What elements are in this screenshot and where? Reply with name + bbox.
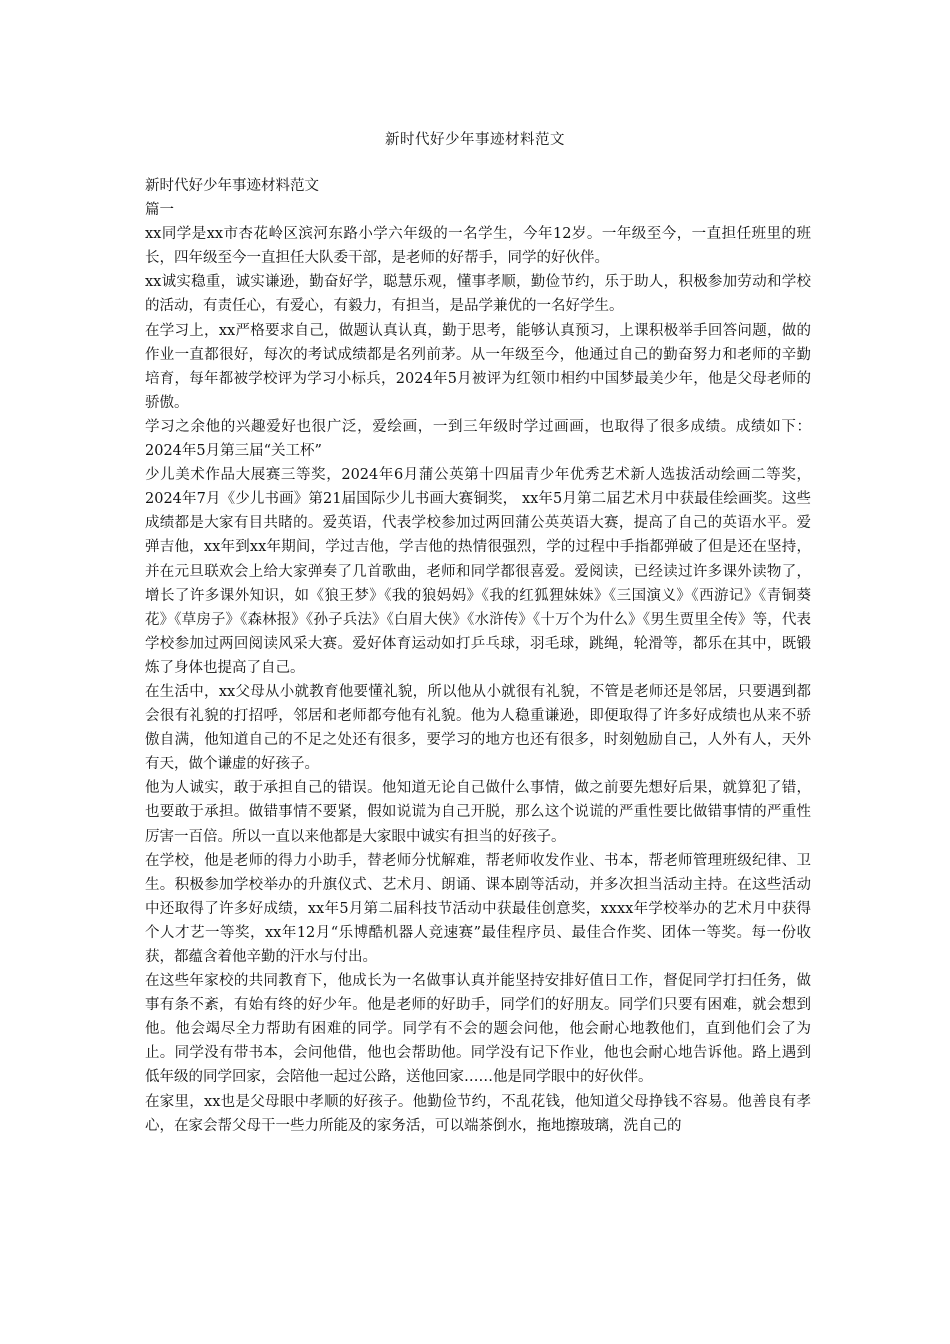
paragraph: 学习之余他的兴趣爱好也很广泛，爱绘画，一到三年级时学过画画，也取得了很多成绩。成绩如下：2024年5月第三届“关工杯” [145, 418, 811, 460]
document-body [145, 174, 811, 1138]
paragraph: 在家里，xx也是父母眼中孝顺的好孩子。他勤俭节约，不乱花钱，他知道父母挣钱不容易。他善良有孝心，在家会帮父母干一些力所能及的家务活，可以端茶倒水，拖地擦玻璃，洗自己的 [145, 1093, 811, 1134]
paragraph: 在这些年家校的共同教育下，他成长为一名做事认真并能坚持安排好值日工作，督促同学打扫任务，做事有条不紊，有始有终的好少年。他是老师的好助手，同学们的好朋友。同学们只要有困难，就会想到他。他会竭尽全力帮助有困难的同学。同学有不会的题会问他，他会耐心地教他们，直到他们会了为止。同学没有带书本，会问他借，他也会帮助他。同学没有记下作业，他也会耐心地告诉他。路上遇到低年级的同学回家，会陪他一起过公路，送他回家……他是同学眼中的好伙伴。 [145, 973, 811, 1086]
paragraph: 少儿美术作品大展赛三等奖，2024年6月蒲公英第十四届青少年优秀艺术新人选拔活动绘画二等奖， 2024年7月《少儿书画》第21届国际少儿书画大赛铜奖， xx年5月第二届艺术月中获最佳绘画奖。这些成绩都是大家有目共睹的。爱英语，代表学校参加过两回蒲公英英语大赛，提高了自己的英语水平。爱弹吉他，xx年到xx年期间，学过吉他，学吉他的热情很强烈，学的过程中手指都弹破了但是还在坚持，并在元旦联欢会上给大家弹奏了几首歌曲，老师和同学都很喜爱。爱阅读，已经读过许多课外读物了，增长了许多课外知识，如《狼王梦》《我的狼妈妈》《我的红狐狸妹妹》《三国演义》《西游记》《青铜葵花》《草房子》《森林报》《孙子兵法》《白眉大侠》《水浒传》《十万个为什么》《男生贾里全传》等，代表学校参加过两回阅读风采大赛。爱好体育运动如打乒乓球，羽毛球，跳绳，轮滑等，都乐在其中，既锻炼了身体也提高了自己。 [145, 467, 811, 676]
paragraph: 在生活中，xx父母从小就教育他要懂礼貌，所以他从小就很有礼貌，不管是老师还是邻居，只要遇到都会很有礼貌的打招呼，邻居和老师都夸他有礼貌。他为人稳重谦逊，即便取得了许多好成绩也从来不骄傲自满，他知道自己的不足之处还有很多，要学习的地方也还有很多，时刻勉励自己，人外有人，天外有天，做个谦虚的好孩子。 [145, 683, 811, 773]
paragraph: xx同学是xx市杏花岭区滨河东路小学六年级的一名学生，今年12岁。一年级至今，一直担任班里的班长，四年级至今一直担任大队委干部，是老师的好帮手，同学的好伙伴。 [145, 226, 811, 267]
paragraph: 在学校，他是老师的得力小助手，替老师分忧解难，帮老师收发作业、书本，帮老师管理班级纪律、卫生。积极参加学校举办的升旗仪式、艺术月、朗诵、课本剧等活动，并多次担当活动主持。在这些活动中还取得了许多好成绩，xx年5月第二届科技节活动中获最佳创意奖，xxxx年学校举办的艺术月中获得个人才艺一等奖，xx年12月“乐博酷机器人竞速赛”最佳程序员、最佳合作奖、团体一等奖。每一份收获，都蕴含着他辛勤的汗水与付出。 [145, 852, 811, 965]
page-title: 新时代好少年事迹材料范文 [385, 132, 565, 148]
section-label: 篇一 [145, 202, 174, 219]
paragraph: 他为人诚实，敢于承担自己的错误。他知道无论自己做什么事情，做之前要先想好后果，就算犯了错，也要敢于承担。做错事情不要紧，假如说谎为自己开脱，那么这个说谎的严重性要比做错事情的严重性厉害一百倍。所以一直以来他都是大家眼中诚实有担当的好孩子。 [145, 780, 811, 845]
document-subtitle: 新时代好少年事迹材料范文 [145, 178, 319, 194]
paragraph: 在学习上，xx严格要求自己，做题认真认真，勤于思考，能够认真预习，上课积极举手回答问题，做的作业一直都很好，每次的考试成绩都是名列前茅。从一年级至今，他通过自己的勤奋努力和老师的辛勤培育，每年都被学校评为学习小标兵，2024年5月被评为红领巾相约中国梦最美少年，他是父母老师的骄傲。 [145, 322, 811, 411]
paragraph: xx诚实稳重，诚实谦逊，勤奋好学，聪慧乐观，懂事孝顺，勤俭节约，乐于助人，积极参加劳动和学校的活动，有责任心，有爱心，有毅力，有担当，是品学兼优的一名好学生。 [145, 274, 811, 315]
